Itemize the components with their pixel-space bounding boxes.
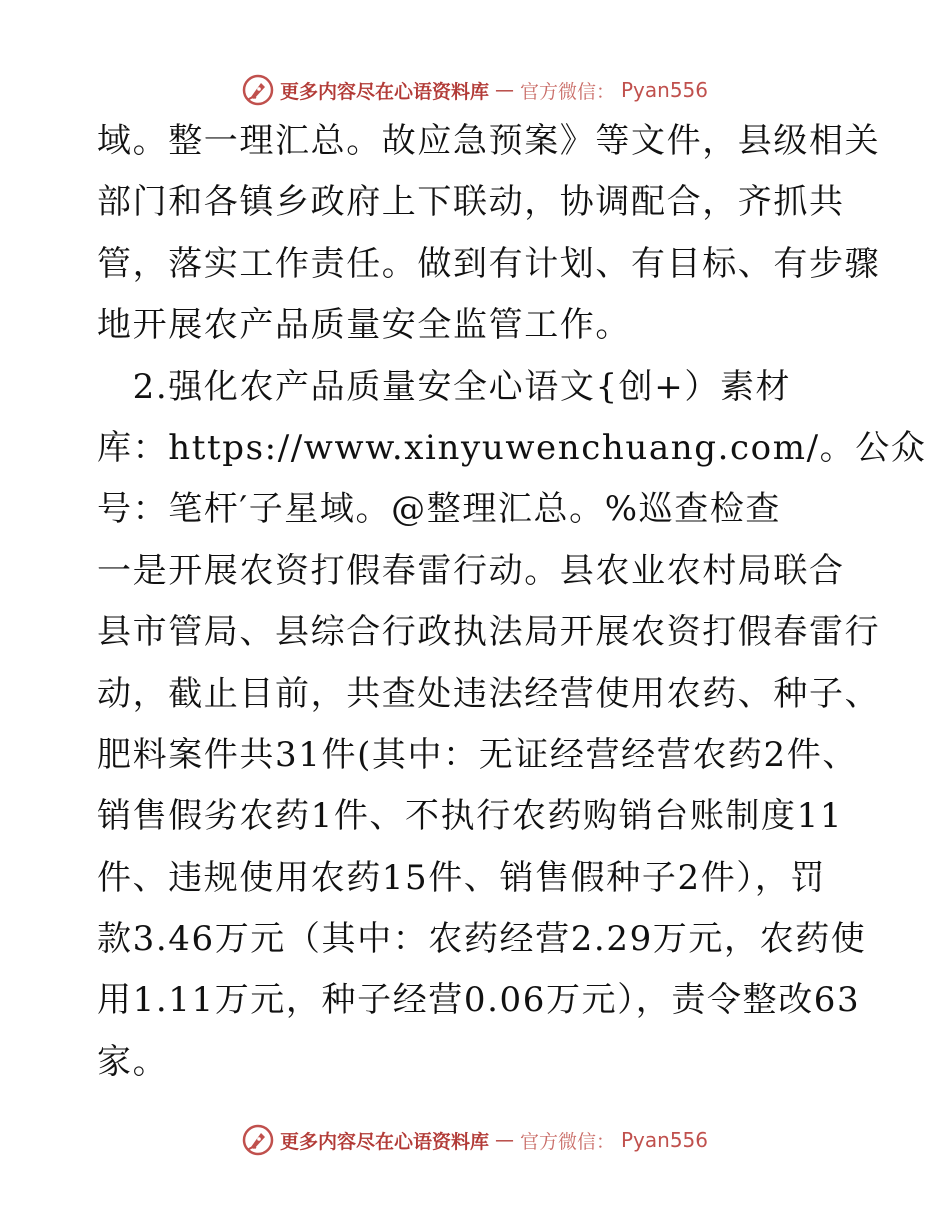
body-line: 款3.46万元（其中：农药经营2.29万元，农药使: [97, 919, 867, 960]
banner-wechat-id: Pyan556: [621, 1128, 709, 1152]
body-line: 用1.11万元，种子经营0.06万元），责令整改63: [97, 980, 861, 1021]
banner-wechat-label: 官方微信：: [519, 80, 615, 103]
body-line: 县市管局、县综合行政执法局开展农资打假春雷行: [97, 612, 881, 653]
body-line: 家。: [97, 1041, 169, 1082]
body-line: 动，截止目前，共查处违法经营使用农药、种子、: [97, 673, 881, 714]
body-line: 部门和各镇乡政府上下联动，协调配合，齐抓共: [97, 182, 845, 223]
banner-wechat-id: Pyan556: [621, 78, 709, 102]
banner-dash: —: [494, 79, 514, 101]
body-line: 肥料案件共31件(其中：无证经营经营农药2件、: [97, 734, 858, 775]
pen-nib-logo-icon: [242, 1124, 274, 1156]
pen-nib-logo-icon: [242, 74, 274, 106]
body-line: 2.强化农产品质量安全心语文{创+）素材: [97, 366, 792, 407]
banner-main-text: 更多内容尽在心语资料库: [279, 1130, 489, 1153]
body-line: 销售假劣农药1件、不执行农药购销台账制度11: [97, 796, 844, 837]
footer-banner: [0, 1124, 950, 1156]
document-body: [97, 121, 927, 1106]
body-line: 件、违规使用农药15件、销售假种子2件），罚: [97, 857, 827, 898]
body-line: 地开展农产品质量安全监管工作。: [97, 305, 631, 346]
body-line: 管，落实工作责任。做到有计划、有目标、有步骤: [97, 243, 881, 284]
banner-wechat-label: 官方微信：: [519, 1130, 615, 1153]
body-line: 号：笔杆′子星域。@整理汇总。%巡查检查: [97, 489, 782, 530]
header-banner: [0, 74, 950, 106]
body-line: 一是开展农资打假春雷行动。县农业农村局联合: [97, 550, 845, 591]
banner-main-text: 更多内容尽在心语资料库: [279, 80, 489, 103]
body-line: 库：https://www.xinyuwenchuang.com/。公众: [97, 427, 927, 468]
body-line: 域。整一理汇总。故应急预案》等文件，县级相关: [97, 121, 881, 161]
banner-dash: —: [494, 1129, 514, 1151]
